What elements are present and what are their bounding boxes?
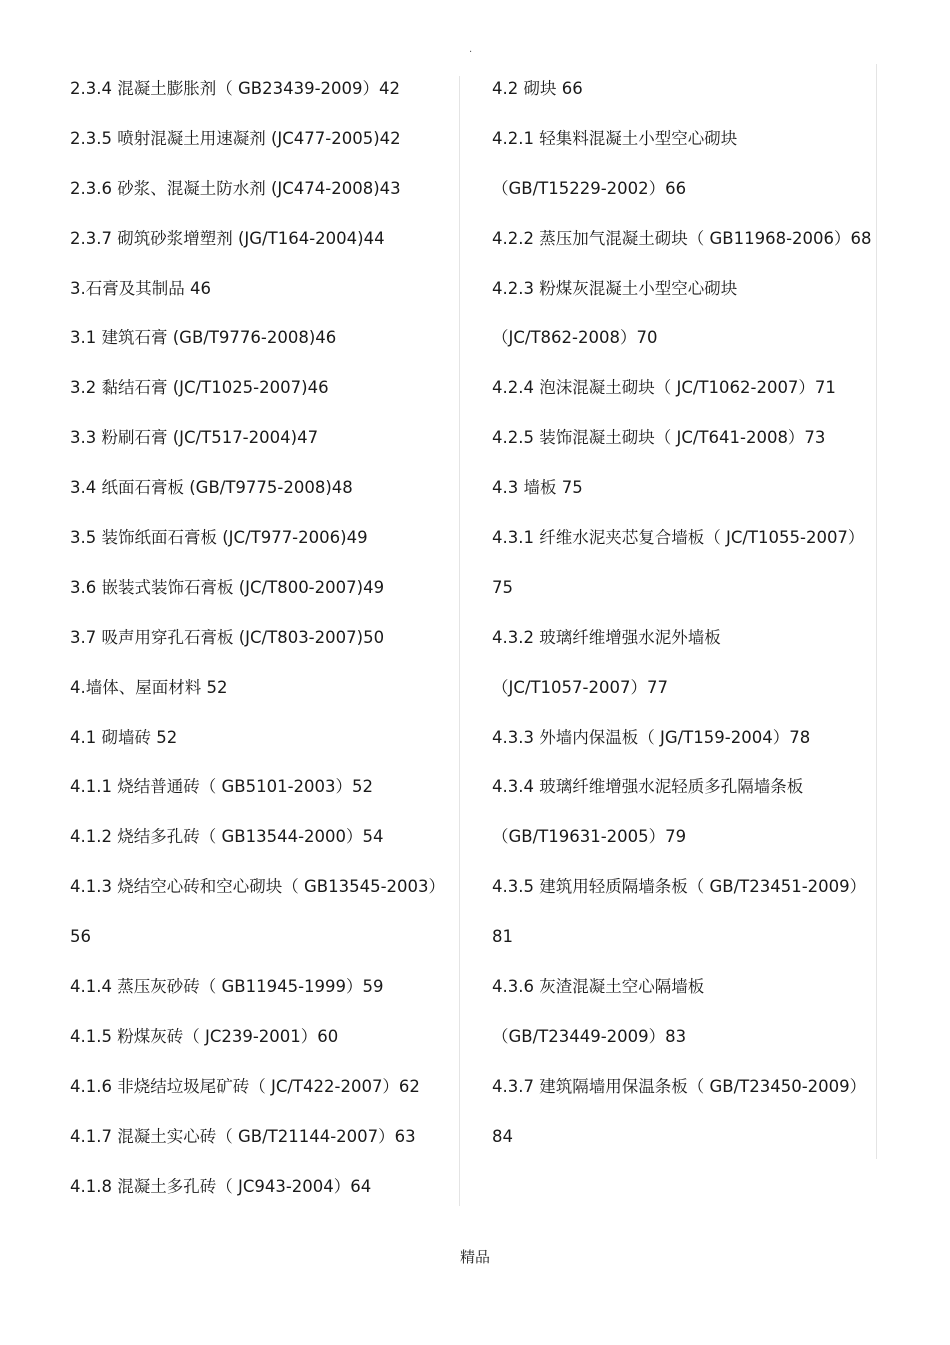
toc-entry: 4.1.6 非烧结垃圾尾矿砖（ JC/T422-2007）62: [70, 1076, 420, 1096]
toc-entry: 4.3 墙板 75: [492, 478, 583, 498]
toc-entry: 4.2.2 蒸压加气混凝土砌块（ GB11968-2006）68: [492, 228, 872, 248]
toc-entry: 4.1.4 蒸压灰砂砖（ GB11945-1999）59: [70, 977, 384, 997]
toc-entry: 81: [492, 927, 513, 947]
toc-entry: 3.1 建筑石膏 (GB/T9776-2008)46: [70, 328, 337, 348]
toc-entry: 4.3.2 玻璃纤维增强水泥外墙板: [492, 627, 721, 647]
toc-entry: 4.2.4 泡沫混凝土砌块（ JC/T1062-2007）71: [492, 378, 836, 398]
toc-entry: 2.3.5 喷射混凝土用速凝剂 (JC477-2005)42: [70, 128, 401, 148]
page-footer: 精品: [459, 1248, 490, 1266]
toc-entry: 2.3.4 混凝土膨胀剂（ GB23439-2009）42: [70, 79, 401, 98]
toc-entry: 3.2 黏结石膏 (JC/T1025-2007)46: [70, 378, 329, 398]
toc-entry: 4.1.1 烧结普通砖（ GB5101-2003）52: [70, 777, 374, 797]
toc-left-column: [70, 64, 460, 1211]
toc-entry: 3.4 纸面石膏板 (GB/T9775-2008)48: [70, 478, 353, 498]
toc-entry: （JC/T1057-2007）77: [492, 677, 668, 697]
toc-entry: 4.3.7 建筑隔墙用保温条板（ GB/T23450-2009）: [492, 1076, 867, 1096]
toc-entry: 75: [492, 577, 513, 597]
toc-entry: 3.3 粉刷石膏 (JC/T517-2004)47: [70, 428, 319, 448]
toc-entry: 4.1.8 混凝土多孔砖（ JC943-2004）64: [70, 1176, 372, 1196]
toc-entry: 4.1.7 混凝土实心砖（ GB/T21144-2007）63: [70, 1126, 416, 1146]
toc-right-column: [492, 64, 882, 1162]
toc-entry: （GB/T19631-2005）79: [492, 827, 687, 847]
toc-entry: 4.1.3 烧结空心砖和空心砌块（ GB13545-2003）: [70, 877, 446, 897]
toc-entry: 4.2.5 装饰混凝土砌块（ JC/T641-2008）73: [492, 428, 826, 448]
toc-entry: 4.3.1 纤维水泥夹芯复合墙板（ JC/T1055-2007）: [492, 528, 865, 548]
toc-entry: （GB/T23449-2009）83: [492, 1026, 687, 1046]
toc-entry: 3.7 吸声用穿孔石膏板 (JC/T803-2007)50: [70, 627, 385, 647]
toc-entry: 56: [70, 927, 91, 947]
toc-entry: 4.墙体、屋面材料 52: [70, 677, 228, 697]
toc-entry: 4.3.4 玻璃纤维增强水泥轻质多孔隔墙条板: [492, 777, 804, 797]
toc-entry: 4.1.5 粉煤灰砖（ JC239-2001）60: [70, 1026, 339, 1046]
toc-entry: 3.6 嵌装式装饰石膏板 (JC/T800-2007)49: [70, 577, 385, 597]
toc-entry: 4.3.5 建筑用轻质隔墙条板（ GB/T23451-2009）: [492, 877, 867, 897]
toc-entry: 4.1 砌墙砖 52: [70, 727, 178, 747]
toc-entry: 4.2.3 粉煤灰混凝土小型空心砌块: [492, 278, 738, 298]
header-mark: .: [469, 44, 473, 55]
toc-entry: 2.3.6 砂浆、混凝土防水剂 (JC474-2008)43: [70, 178, 401, 198]
toc-entry: 4.3.6 灰渣混凝土空心隔墙板: [492, 977, 705, 997]
toc-entry: 84: [492, 1126, 513, 1146]
toc-entry: 4.1.2 烧结多孔砖（ GB13544-2000）54: [70, 827, 384, 847]
toc-entry: （GB/T15229-2002）66: [492, 178, 687, 198]
toc-entry: （JC/T862-2008）70: [492, 328, 658, 348]
toc-entry: 3.石膏及其制品 46: [70, 278, 211, 298]
toc-entry: 4.3.3 外墙内保温板（ JG/T159-2004）78: [492, 727, 811, 747]
toc-entry: 2.3.7 砌筑砂浆增塑剂 (JG/T164-2004)44: [70, 228, 385, 248]
toc-entry: 3.5 装饰纸面石膏板 (JC/T977-2006)49: [70, 528, 368, 548]
toc-entry: 4.2.1 轻集料混凝土小型空心砌块: [492, 128, 738, 148]
toc-entry: 4.2 砌块 66: [492, 79, 583, 98]
